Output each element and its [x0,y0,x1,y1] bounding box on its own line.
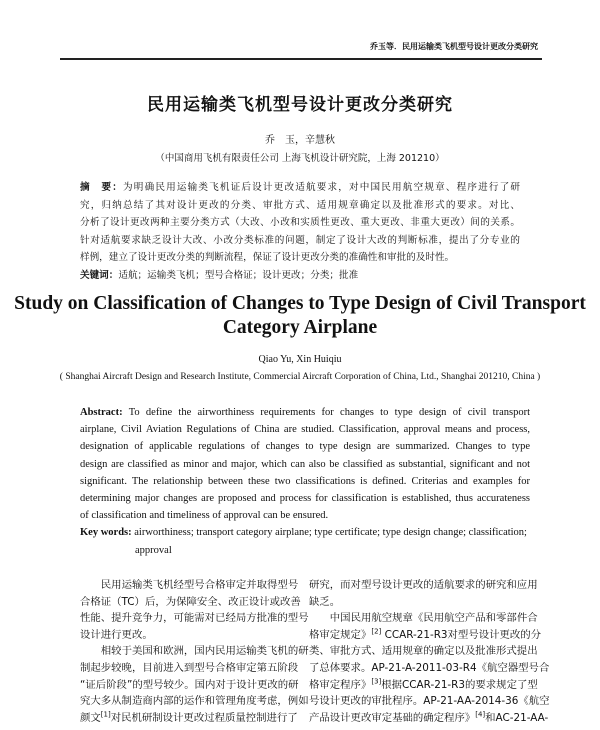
body-text: 和AC-21-AA- [485,711,549,724]
cn-abstract-line: 针对适航要求缺乏设计大改、小改分类标准的问题，制定了设计大改的判断标准，提出了分专业的 [80,234,520,246]
en-keywords-cont: approval [135,544,172,556]
body-left-column [80,577,309,726]
header-rule [60,58,542,60]
cn-abstract-line: 样例，建立了设计更改分类的判断流程，保证了设计更改分类的准确性和审批的及时性。 [80,252,455,264]
citation: [4] [475,710,486,719]
en-abstract-line: of classification and timeliness of approval can be ensured. [80,510,329,522]
running-header: 乔玉等．民用运输类飞机型号设计更改分类研究 [370,42,538,51]
en-title-line: Study on Classification of Changes to Type Design of Civil Transport [14,293,586,314]
en-keywords: airworthiness; transport category airplane; type certificate; type design change; classification; [134,527,527,539]
body-line: 究大多从制造商内部的运作和管理角度考虑，例如 [80,695,309,708]
body-text: 格审定规定》 [309,628,372,641]
body-line: 制起步较晚，目前进入到型号合格审定第五阶段 [80,661,299,674]
cn-abstract-line: 为明确民用运输类飞机证后设计更改适航要求，对中国民用航空规章、程序进行了研 [123,182,521,193]
citation: [3] [371,677,382,686]
en-abstract-line: determining major changes are proposed and process for classification is established, thus accurateness [80,493,530,505]
body-line: 合格证（TC）后，为保障安全、改正设计或改善 [80,595,301,608]
en-title [0,292,600,340]
body-text: 根据CCAR-21-R3的要求规定了型 [381,678,538,691]
body-line: 中国民用航空规章《民用航空产品和零部件合 [329,612,538,625]
body-line: 号设计更改的审批程序。AP-21-AA-2014-36《航空 [309,695,550,708]
en-abstract-line: significant. The relationship between these two classifications is defined. Criterias and examples for [80,475,530,487]
en-abstract [80,404,530,559]
body-line: 研究，而对型号设计更改的适航要求的研究和应用 [309,579,538,591]
en-abstract-line: designation of applicable regulations of changes to type design are summarized. Changes to type [80,441,530,453]
cn-abstract-line: 究，归纳总结了其对设计更改的分类、审批方式、适用规章确定以及批准形式的要求。对比、 [80,199,520,211]
en-abstract-line: To define the airworthiness requirements for changes to type design of civil transport [128,407,531,418]
body-line: 缺乏。 [309,595,341,608]
en-affiliation: ( Shanghai Aircraft Design and Research Institute, Commercial Aircraft Corporation of China, Ltd., Shanghai 201210, China ) [59,372,541,382]
cn-abstract-line: 分析了设计更改两种主要分类方式（大改、小改和实质性更改、重大更改、非重大更改）间的关系。 [80,217,520,229]
en-authors: Qiao Yu, Xin Huiqiu [258,354,342,365]
body-line: 相较于美国和欧洲，国内民用运输类飞机的研 [100,645,309,658]
cn-keywords-label: 关键词： [80,269,119,281]
body-text: CCAR-21-R3对型号设计更改的分 [384,628,542,641]
body-line: 类、审批方式、适用规章的确定以及批准形式提出 [309,645,538,658]
cn-keywords: 适航；运输类飞机；型号合格证；设计更改；分类；批准 [118,269,359,281]
en-keywords-label: Key words: [80,527,132,539]
en-abstract-line: design are classified as minor and major, which can also be classified as substantial, significant and not [80,458,530,470]
en-abstract-label: Abstract: [80,407,123,418]
body-line: 民用运输类飞机经型号合格审定并取得型号 [100,579,299,591]
body-text: 产品设计更改审定基础的确定程序》 [309,711,476,724]
body-text: 格审定程序》 [309,678,372,691]
body-line: 设计进行更改。 [80,628,153,641]
body-line: 了总体要求。AP-21-A-2011-03-R4《航空器型号合 [309,661,550,674]
cn-abstract-label: 摘 要： [80,182,124,193]
cn-title: 民用运输类飞机型号设计更改分类研究 [147,95,453,115]
citation: [2] [371,627,382,636]
body-line: 性能、提升竞争力，可能需对已经局方批准的型号 [80,612,309,625]
en-abstract-line: airplane, Civil Aviation Regulations of China are studied. Classification, approval means and process, [80,424,530,436]
cn-authors: 乔 玉，辛慧秋 [265,135,335,146]
cn-abstract [80,179,520,285]
body-text: 对民机研制设计更改过程质量控制进行了 [110,711,298,724]
citation: [1] [100,710,111,719]
body-text: 颜文 [80,711,101,724]
body-line: “证后阶段”的型号较少。国内对于设计更改的研 [80,678,299,691]
body-right-column [309,577,550,726]
en-title-line: Category Airplane [222,317,378,338]
cn-affiliation: （中国商用飞机有限责任公司 上海飞机设计研究院，上海 201210） [155,153,445,164]
